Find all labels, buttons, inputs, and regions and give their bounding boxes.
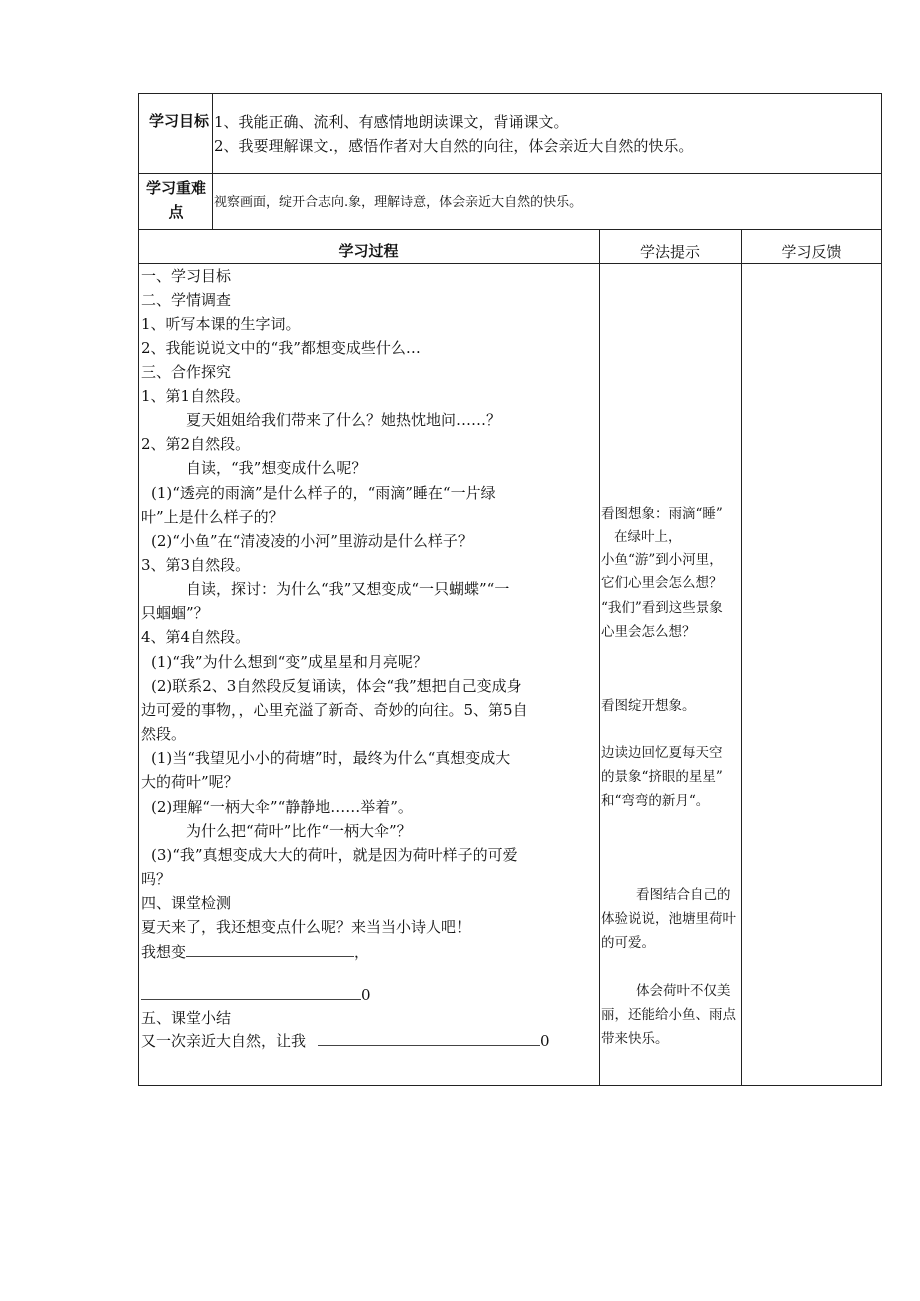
process-line: 夏天姐姐给我们带来了什么？她热忱地问……？ (186, 411, 502, 429)
process-line: (1)“透亮的雨滴”是什么样子的，“雨滴”睡在“一片绿 (151, 484, 496, 502)
method-tip: 的可爱。 (601, 935, 655, 951)
process-line: (3)“我”真想变成大大的荷叶，就是因为荷叶样子的可爱 (151, 846, 518, 864)
method-tip: 和“弯弯的新月“。 (601, 793, 710, 809)
method-tip: 丽，还能给小鱼、雨点 (601, 1007, 736, 1023)
process-line: 自读，“我”想变成什么呢？ (186, 459, 367, 477)
process-line: (2)理解“一柄大伞”“静静地……举着”。 (151, 798, 413, 816)
goal-item: 1、我能正确、流利、有感情地朗读课文，背诵课文。 (214, 113, 569, 131)
process-line: 三、合作探究 (141, 363, 232, 381)
method-tip: 在绿叶上， (614, 529, 682, 545)
method-tip: “我们”看到这些景象 (601, 600, 723, 616)
process-line: 边可爱的事物，，心里充溢了新奇、奇妙的向往。5、第5自 (141, 701, 528, 719)
method-tip: 它们心里会怎么想？ (601, 575, 723, 591)
process-line: 4、第4自然段。 (141, 628, 251, 646)
label-column-divider (212, 93, 213, 230)
header-feedback: 学习反馈 (781, 243, 842, 261)
process-line: 二、学情调查 (141, 291, 232, 309)
answer-blank[interactable] (186, 942, 354, 957)
process-line: 四、课堂检测 (141, 894, 232, 912)
process-line: 0 (540, 1032, 550, 1050)
goals-label: 学习目标 (148, 112, 209, 130)
process-line: 吗？ (141, 870, 172, 888)
process-line: 为什么把“荷叶”比作“一柄大伞”？ (186, 822, 412, 840)
key-points-label: 学习重难点 (145, 179, 206, 221)
blank-line-1: 我想变 ， (141, 943, 370, 961)
method-tip: 边读边回忆夏每天空 (601, 745, 723, 761)
process-line: 一、学习目标 (141, 267, 232, 285)
method-tip: 体会荷叶不仅美 (636, 983, 731, 999)
row-divider-goals (138, 173, 882, 174)
process-line: 2、我能说说文中的“我”都想变成些什么… (141, 339, 421, 357)
header-method: 学法提示 (639, 243, 700, 261)
summary-line (141, 1029, 550, 1053)
process-line: 0 (361, 986, 371, 1004)
method-tip: 看图结合自己的 (636, 887, 731, 903)
process-line: 3、第3自然段。 (141, 556, 251, 574)
method-tip: 看图想象：雨滴“睡” (601, 506, 723, 522)
blank-line-2 (141, 983, 371, 1007)
process-line: 1、第1自然段。 (141, 387, 251, 405)
process-line: 只蝈蝈”？ (141, 604, 209, 622)
process-line: 自读，探讨：为什么“我”又想变成“一只蝴蝶”“一 (186, 580, 510, 598)
answer-blank[interactable] (141, 985, 361, 1000)
process-line: (2)“小鱼”在“清凌凌的小河”里游动是什么样子？ (151, 532, 473, 550)
process-line: 然段。 (141, 725, 187, 743)
method-tip: 体验说说，池塘里荷叶 (601, 911, 736, 927)
method-tip: 小鱼“游”到小河里， (601, 552, 723, 568)
goal-item: 2、我要理解课文.，感悟作者对大自然的向往，体会亲近大自然的快乐。 (214, 137, 694, 155)
answer-blank[interactable] (318, 1031, 540, 1046)
feedback-column[interactable] (742, 264, 881, 1085)
method-tip: 带来快乐。 (601, 1031, 669, 1047)
process-line: 夏天来了，我还想变点什么呢？来当当小诗人吧！ (141, 918, 472, 936)
process-line: 1、听写本课的生字词。 (141, 315, 301, 333)
row-divider-keypoints (138, 229, 882, 230)
process-line: (1)“我”为什么想到“变”成星星和月亮呢？ (151, 653, 428, 671)
method-tip: 的景象“挤眼的星星” (601, 769, 723, 785)
process-line: 叶”上是什么样子的？ (141, 508, 284, 526)
method-tip: 看图绽开想象。 (601, 698, 696, 714)
process-line: 我想变 (141, 943, 187, 961)
process-line: 又一次亲近大自然，让我 (141, 1032, 307, 1050)
process-line: (2)联系2、3自然段反复诵读，体会“我”想把自己变成身 (151, 677, 522, 695)
method-tip: 心里会怎么想？ (601, 624, 696, 640)
key-points-text: 视察画面，绽开合志向.象，理解诗意，体会亲近大自然的快乐。 (214, 195, 583, 210)
header-process: 学习过程 (338, 242, 399, 260)
process-line: 五、课堂小结 (141, 1009, 232, 1027)
process-line: 2、第2自然段。 (141, 435, 251, 453)
process-line: (1)当“我望见小小的荷塘”时，最终为什么“真想变成大 (151, 749, 511, 767)
method-column-divider (599, 229, 600, 1086)
process-line: 大的荷叶”呢？ (141, 773, 239, 791)
